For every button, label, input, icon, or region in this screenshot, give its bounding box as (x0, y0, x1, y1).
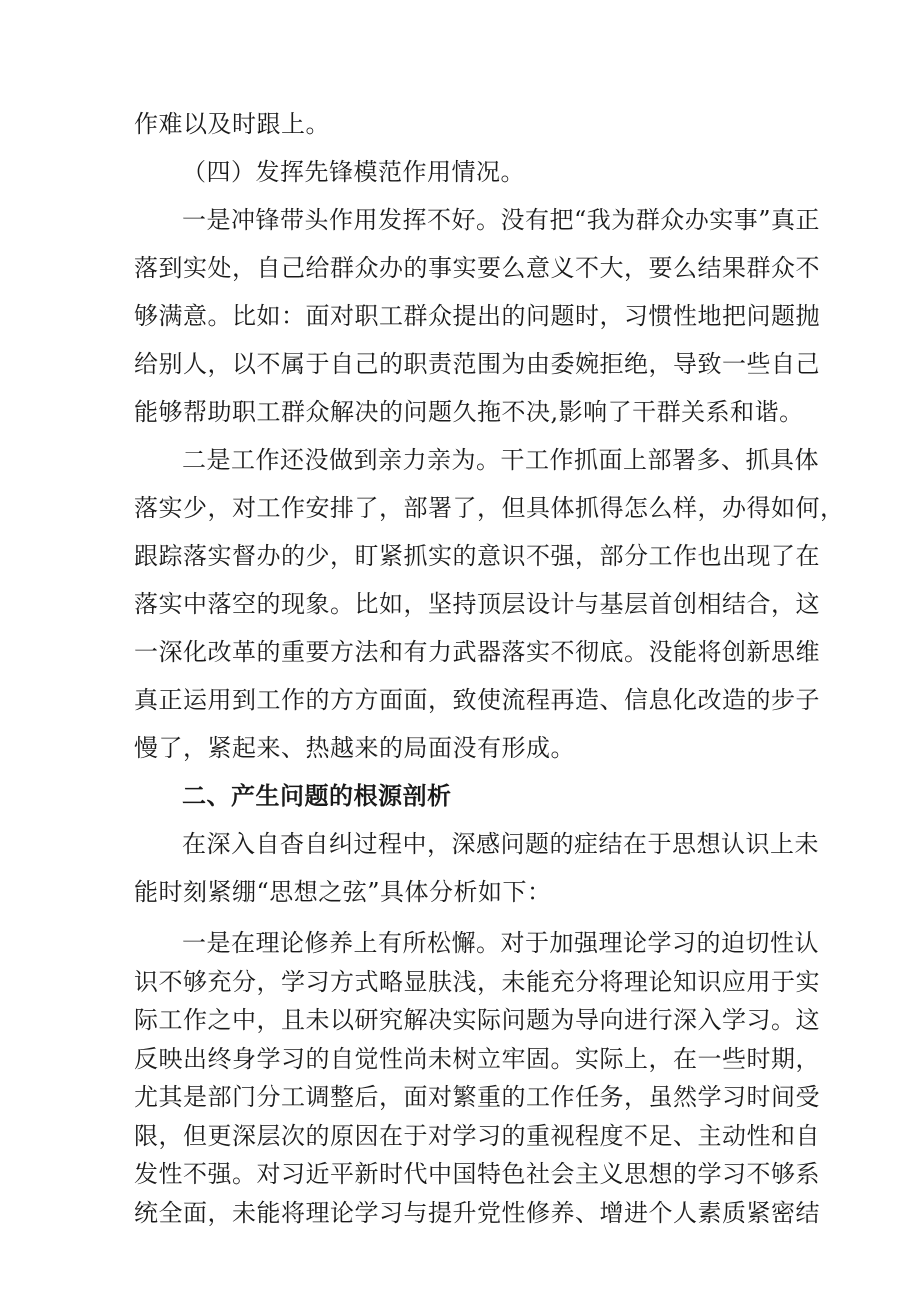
paragraph (134, 436, 845, 772)
text-line: 落实少，对工作安排了，部署了，但具体抓得怎么样，办得如何， (134, 494, 845, 522)
text-line: 落到实处，自己给群众办的事实要么意义不大，要么结果群众不 (134, 254, 820, 282)
text-line: 尤其是部门分工调整后，面对繁重的工作任务，虽然学习时间受 (134, 1083, 820, 1111)
text-line: 反映出终身学习的自觉性尚未树立牢固。实际上，在一些时期， (134, 1044, 820, 1073)
paragraph (134, 196, 821, 436)
text-line: 发性不强。对习近平新时代中国特色社会主义思想的学习不够系 (134, 1160, 820, 1188)
text-line: 真正运用到工作的方方面面，致使流程再造、信息化改造的步子 (134, 686, 820, 714)
document-body (134, 100, 845, 1232)
subsection-heading (134, 148, 786, 196)
text-line: 一深化改革的重要方法和有力武器落实不彻底。没能将创新思维 (134, 638, 820, 666)
paragraph (134, 820, 819, 916)
text-line: 在深入自杳自纠过程中，深感问题的症结在于思想认识上未 (182, 830, 819, 858)
text-line: 给别人，以不属于自己的职责范围为由委婉拒绝，导致一些自己 (134, 350, 820, 378)
text-line: 慢了，紧起来、热越来的局面没有形成。 (134, 734, 575, 762)
text-line: 限，但更深层次的原因在于对学习的重视程度不足、主动性和自 (134, 1121, 820, 1150)
paragraph-continuation (134, 100, 786, 148)
text-line: 能时刻紧绷“思想之弦”具体分析如下： (134, 878, 552, 906)
text-line: 一是在理论修养上有所松懈。对于加强理论学习的迫切性认 (182, 929, 819, 957)
section-heading (134, 772, 786, 820)
paragraph (134, 924, 820, 1232)
text-line: （四）发挥先锋模范作用情况。 (182, 158, 525, 186)
text-line: 际工作之中，且未以研究解决实际问题为导向进行深入学习。这 (134, 1006, 820, 1034)
text-line: 落实中落空的现象。比如，坚持顶层设计与基层首创相结合，这 (134, 590, 820, 618)
text-line: 作难以及时跟上。 (134, 110, 330, 138)
text-line: 一是冲锋带头作用发挥不好。没有把“我为群众办实事”真正 (182, 206, 821, 234)
text-line: 跟踪落实督办的少，盯紧抓实的意识不强，部分工作也出现了在 (134, 542, 820, 570)
section-heading-text: 二、产生问题的根源剖析 (182, 782, 452, 810)
text-line: 二是工作还没做到亲力亲为。干工作抓面上部署多、抓具体 (182, 446, 819, 474)
text-line: 识不够充分，学习方式略显肤浅，未能充分将理论知识应用于实 (134, 967, 820, 996)
text-line: 统全面，未能将理论学习与提升党性修养、增进个人素质紧密结 (134, 1198, 820, 1227)
text-line: 能够帮助职工群众解决的问题久拖不决,影响了干群关系和谐。 (134, 398, 804, 426)
text-line: 够满意。比如：面对职工群众提出的问题时，习惯性地把问题抛 (134, 302, 820, 330)
